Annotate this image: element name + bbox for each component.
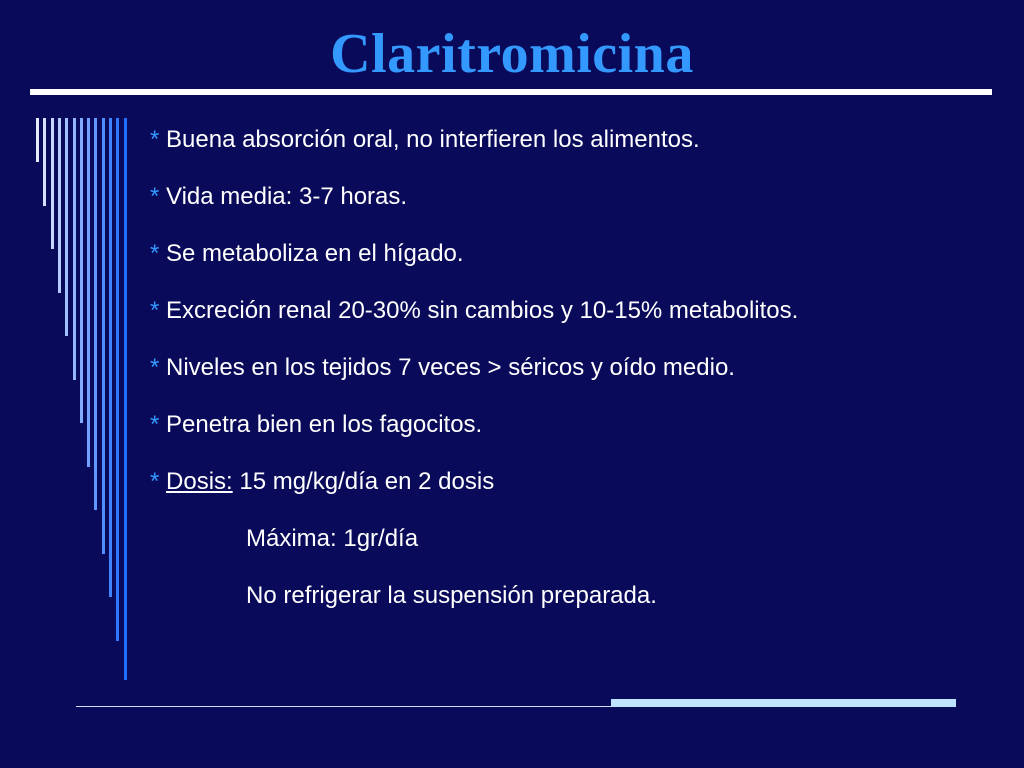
dosis-note: No refrigerar la suspensión preparada. bbox=[246, 582, 657, 609]
bullet-text: Excreción renal 20-30% sin cambios y 10-15% metabolitos. bbox=[166, 297, 799, 324]
decorative-bar bbox=[58, 118, 61, 293]
decorative-bar bbox=[116, 118, 119, 641]
decorative-bar bbox=[73, 118, 76, 380]
bullet-item bbox=[150, 297, 798, 325]
decorative-bar bbox=[109, 118, 112, 597]
bullet-text: Vida media: 3-7 horas. bbox=[166, 183, 408, 210]
bullet-item bbox=[150, 183, 798, 211]
decorative-bar bbox=[102, 118, 105, 554]
slide-title: Claritromicina bbox=[330, 23, 694, 85]
bullet-item bbox=[150, 126, 798, 154]
dosis-label: Dosis: bbox=[166, 468, 233, 495]
decorative-bar bbox=[94, 118, 97, 510]
decorative-bar bbox=[65, 118, 68, 336]
bullet-text: Niveles en los tejidos 7 veces > séricos y oído medio. bbox=[166, 354, 735, 381]
title-divider bbox=[30, 89, 992, 95]
decorative-bar bbox=[124, 118, 127, 680]
bullet-marker: * bbox=[150, 183, 160, 210]
bullet-item bbox=[150, 240, 798, 268]
bullet-text: Se metaboliza en el hígado. bbox=[166, 240, 464, 267]
bullet-marker: * bbox=[150, 411, 160, 438]
bullet-item bbox=[150, 354, 798, 382]
dosis-item bbox=[150, 468, 798, 496]
bullet-marker: * bbox=[150, 126, 160, 153]
decorative-bar bbox=[36, 118, 39, 162]
bullet-item bbox=[150, 411, 798, 439]
bullet-text: Penetra bien en los fagocitos. bbox=[166, 411, 483, 438]
decorative-bar bbox=[87, 118, 90, 467]
bottom-divider-thick bbox=[611, 699, 956, 707]
bullet-list bbox=[150, 126, 798, 639]
dosis-max: Máxima: 1gr/día bbox=[246, 525, 419, 552]
bullet-marker: * bbox=[150, 297, 160, 324]
decorative-bar bbox=[80, 118, 83, 423]
bullet-marker: * bbox=[150, 354, 160, 381]
dosis-text: 15 mg/kg/día en 2 dosis bbox=[232, 468, 495, 495]
bullet-marker: * bbox=[150, 240, 160, 267]
decorative-bar bbox=[51, 118, 54, 249]
decorative-bar bbox=[43, 118, 46, 206]
bullet-text: Buena absorción oral, no interfieren los alimentos. bbox=[166, 126, 700, 153]
bullet-marker: * bbox=[150, 468, 160, 495]
bottom-divider-thin bbox=[76, 706, 611, 707]
